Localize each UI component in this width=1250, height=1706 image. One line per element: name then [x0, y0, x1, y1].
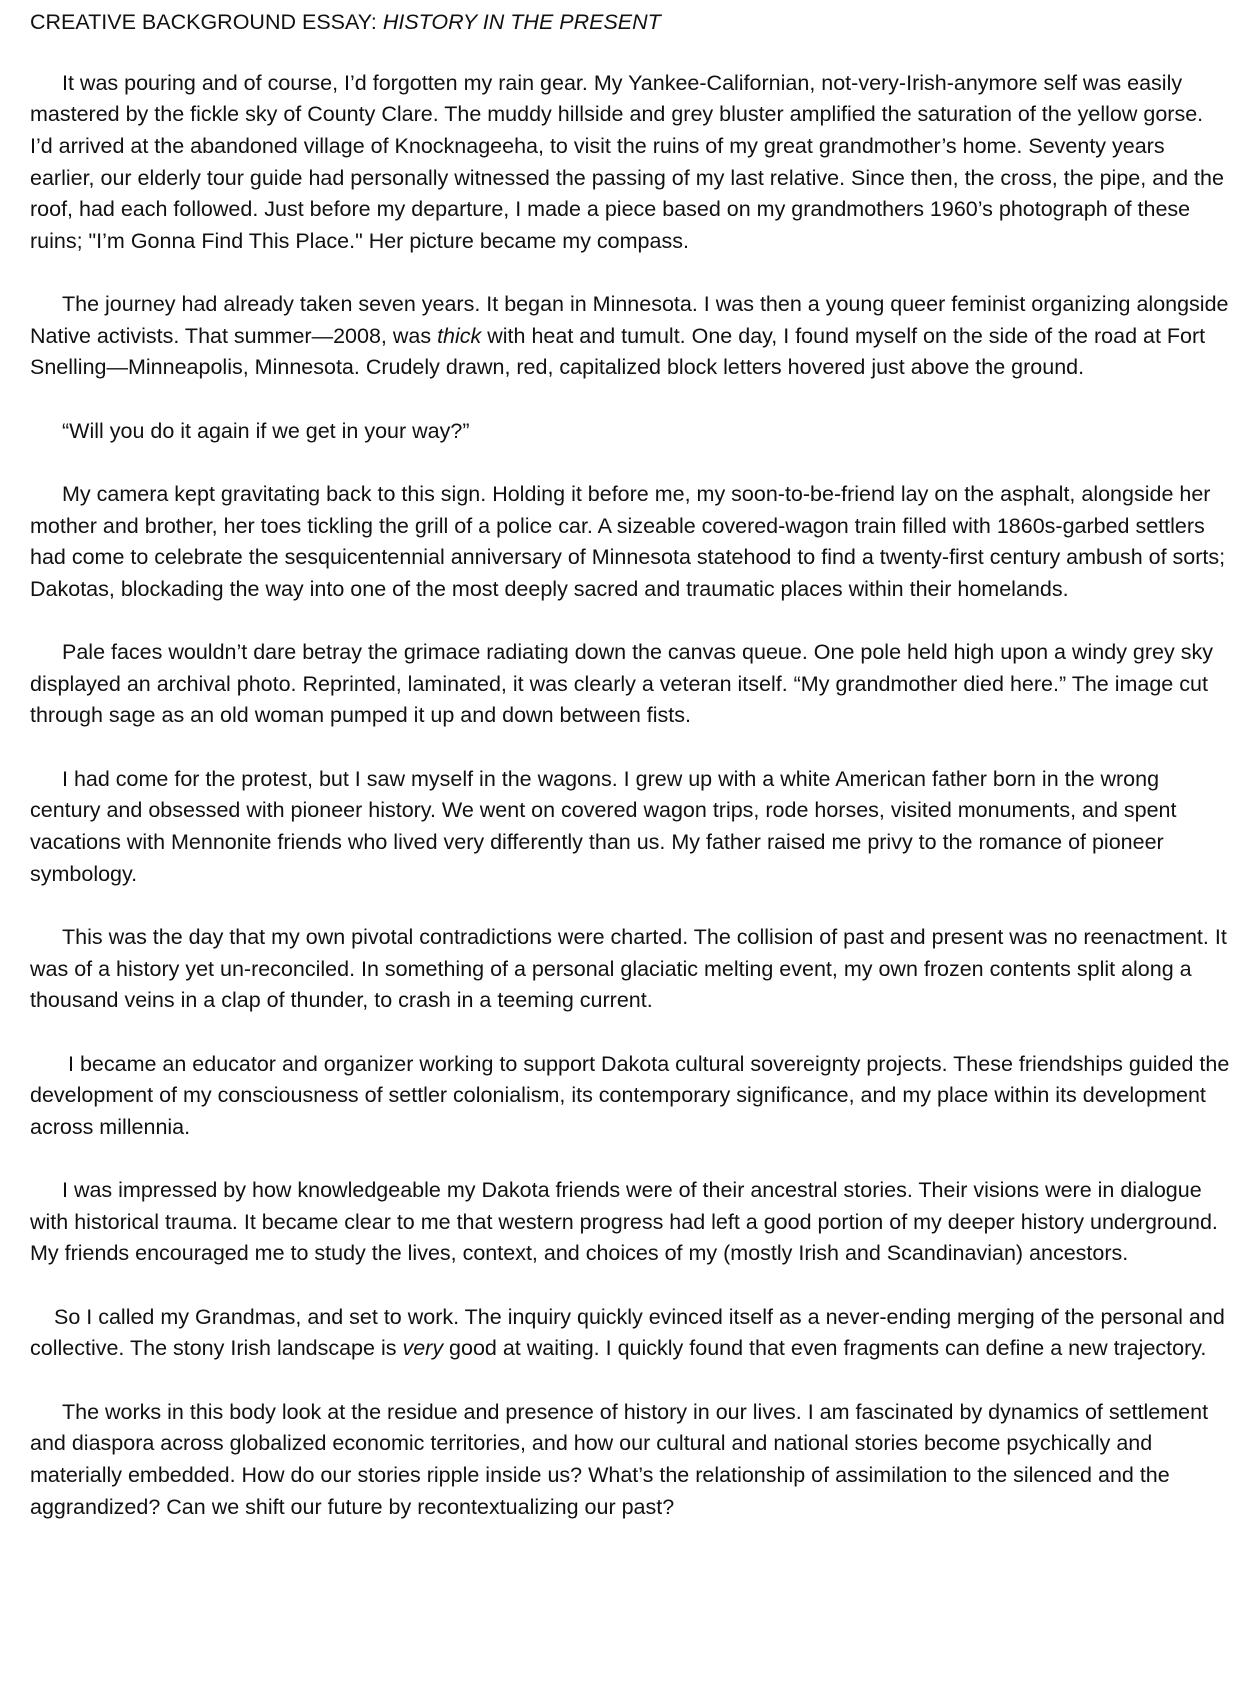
paragraph-9: I was impressed by how knowledgeable my Dakota friends were of their ancestral stories. Their visions were in dialogue with historical trauma. It became clear to me that western progress had left a good portion of my deeper history underground. My friends encouraged me to study the lives, context, and choices of my (mostly Irish and Scandinavian) ancestors. [30, 1178, 1218, 1266]
paragraph-11: The works in this body look at the residue and presence of history in our lives. I am fascinated by dynamics of settlement and diaspora across globalized economic territories, and how our cultural and national stories become psychically and materially embedded. How do our stories ripple inside us? What’s the relationship of assimilation to the silenced and the aggrandized? Can we shift our future by recontextualizing our past? [30, 1399, 1209, 1519]
paragraph-2-italic: thick [437, 323, 482, 348]
paragraph-10 [30, 1302, 1230, 1365]
paragraph-4: My camera kept gravitating back to this sign. Holding it before me, my soon-to-be-friend lay on the asphalt, alongside her mother and brother, her toes tickling the grill of a police car. A sizeable covered-wagon train filled with 1860s-garbed settlers had come to celebrate the sesquicentennial anniversary of Minnesota statehood to find a twenty-first century ambush of sorts; Dakotas, blockading the way into one of the most deeply sacred and traumatic places within their homelands. [30, 482, 1226, 601]
paragraph-5: Pale faces wouldn’t dare betray the grimace radiating down the canvas queue. One pole held high upon a windy grey sky displayed an archival photo. Reprinted, laminated, it was clearly a veteran itself. “My grandmother died here.” The image cut through sage as an old woman pumped it up and down between fists. [30, 640, 1213, 728]
paragraph-2-before: The journey had already taken seven years. It began in Minnesota. I was then a young queer feminist organizing alongside Native activists. That summer—2008, was [30, 292, 1229, 348]
paragraph-3-quote: “Will you do it again if we get in your way?” [62, 418, 470, 443]
paragraph-8: I became an educator and organizer working to support Dakota cultural sovereignty projects. These friendships guided the development of my consciousness of settler colonialism, its contemporary significance, and my place within its development across millennia. [30, 1051, 1230, 1139]
paragraph-1: It was pouring and of course, I’d forgotten my rain gear. My Yankee-Californian, not-very-Irish-anymore self was easily mastered by the fickle sky of County Clare. The muddy hillside and grey bluster amplified the saturation of the yellow gorse. I’d arrived at the abandoned village of Knocknageeha, to visit the ruins of my great grandmother’s home. Seventy years earlier, our elderly tour guide had personally witnessed the passing of my last relative. Since then, the cross, the pipe, and the roof, had each followed. Just before my departure, I made a piece based on my grandmothers 1960’s photograph of these ruins; "I’m Gonna Find This Place." Her picture became my compass. [30, 70, 1224, 253]
paragraph-6: I had come for the protest, but I saw myself in the wagons. I grew up with a white American father born in the wrong century and obsessed with pioneer history. We went on covered wagon trips, rode horses, visited monuments, and spent vacations with Mennonite friends who lived very differently than us. My father raised me privy to the romance of pioneer symbology. [30, 766, 1177, 886]
paragraph-2-after: with heat and tumult. One day, I found myself on the side of the road at Fort Snelling—Minneapolis, Minnesota. Crudely drawn, red, capitalized block letters hovered just above the ground. [30, 323, 1206, 380]
essay-title-italic: HISTORY IN THE PRESENT [382, 10, 661, 34]
paragraph-2 [30, 289, 1230, 384]
essay-page [30, 8, 1230, 1523]
paragraph-10-italic: very [402, 1336, 444, 1361]
paragraph-7: This was the day that my own pivotal contradictions were charted. The collision of past and present was no reenactment. It was of a history yet un-reconciled. In something of a personal glaciatic melting event, my own frozen contents split along a thousand veins in a clap of thunder, to crash in a teeming current. [30, 925, 1227, 1013]
paragraph-10-after: good at waiting. I quickly found that even fragments can define a new trajectory. [443, 1336, 1207, 1361]
essay-title [30, 8, 1230, 36]
paragraph-10-before: So I called my Grandmas, and set to work. The inquiry quickly evinced itself as a never-ending merging of the personal and collective. The stony Irish landscape is [30, 1304, 1225, 1361]
essay-title-prefix: CREATIVE BACKGROUND ESSAY: [30, 10, 383, 34]
